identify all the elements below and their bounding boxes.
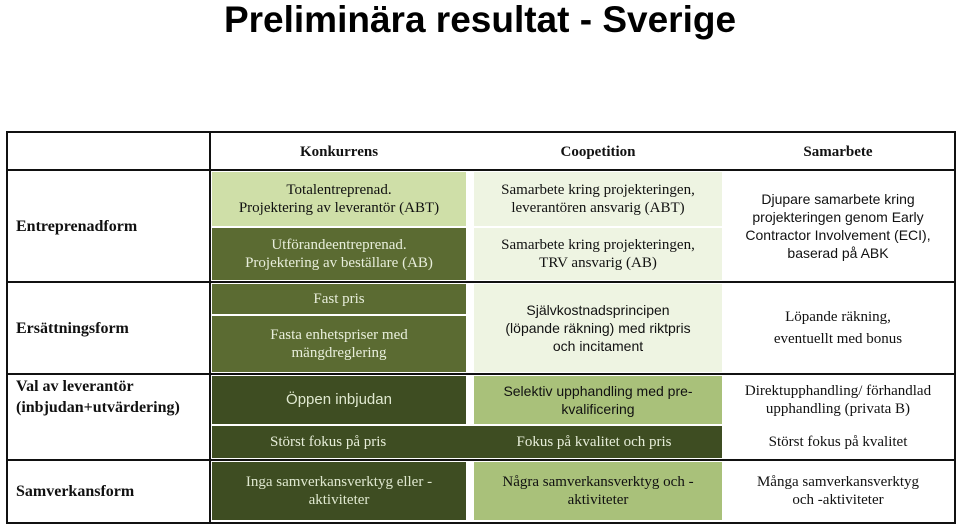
entreprenad-coop-cell-1 <box>474 172 722 226</box>
val-samarbete-cell <box>722 376 954 424</box>
val-konkurrens-cell: Öppen inbjudan <box>212 376 466 424</box>
column-header-konkurrens: Konkurrens <box>299 144 379 160</box>
ersattning-konkurrens-2-line1: Fasta enhetspriser med <box>270 327 408 343</box>
samverkan-konkurrens-line1: Inga samverkansverktyg eller - <box>245 474 433 490</box>
entreprenad-coop-1-line1: Samarbete kring projekteringen, <box>501 182 695 198</box>
row-label-val-line2: (inbjudan+utvärdering) <box>16 399 180 416</box>
entreprenad-samarbete-line1: Djupare samarbete kring <box>761 191 915 207</box>
val-samarbete-line1: Direktupphandling/ förhandlad <box>744 383 932 399</box>
entreprenad-coop-2-line1: Samarbete kring projekteringen, <box>501 237 695 253</box>
entreprenad-konkurrens-1-line1: Totalentreprenad. <box>286 182 392 198</box>
samverkan-coop-line2: aktiviteter <box>567 492 629 508</box>
entreprenad-konkurrens-1-line2: Projektering av leverantör (ABT) <box>238 200 440 216</box>
entreprenad-samarbete-line3: Contractor Involvement (ECI), <box>745 227 931 243</box>
ersattning-konkurrens-cell-1: Fast pris <box>212 284 466 314</box>
divider-col1 <box>209 131 211 524</box>
divider-row3 <box>6 459 956 461</box>
val-konkurrens-focus: Störst fokus på pris <box>212 426 466 458</box>
ersattning-coop-line2: (löpande räkning) med riktpris <box>505 320 691 336</box>
ersattning-coop-line1: Självkostnadsprincipen <box>526 302 670 318</box>
ersattning-samarbete-line2: eventuellt med bonus <box>773 331 903 347</box>
val-coop-line2: kvalificering <box>561 401 635 417</box>
entreprenad-coop-1-line2: leverantören ansvarig (ABT) <box>511 200 685 216</box>
row-label-val-av-leverantor <box>8 376 208 458</box>
samverkan-konkurrens-line2: aktiviteter <box>308 492 370 508</box>
entreprenad-samarbete-line4: baserad på ABK <box>787 245 889 261</box>
val-coop-cell <box>474 376 722 424</box>
samverkan-samarbete-cell <box>722 462 954 520</box>
entreprenad-samarbete-line2: projekteringen genom Early <box>752 209 924 225</box>
val-samarbete-focus: Störst fokus på kvalitet <box>768 434 908 450</box>
row-label-val-line1: Val av leverantör <box>16 378 134 395</box>
column-header-coopetition: Coopetition <box>560 144 636 160</box>
entreprenad-samarbete-cell <box>722 172 954 280</box>
entreprenad-coop-2-line2: TRV ansvarig (AB) <box>539 255 657 271</box>
samverkan-konkurrens-cell <box>212 462 466 520</box>
ersattning-konkurrens-cell-2 <box>212 316 466 372</box>
samverkan-samarbete-line2: och -aktiviteter <box>792 492 884 508</box>
ersattning-coop-cell <box>474 284 722 372</box>
row-label-samverkansform: Samverkansform <box>16 482 135 500</box>
entreprenad-konkurrens-cell-2 <box>212 228 466 280</box>
column-header-samarbete: Samarbete <box>803 144 873 160</box>
entreprenad-konkurrens-cell-1 <box>212 172 466 226</box>
samverkan-coop-line1: Några samverkansverktyg och - <box>502 474 694 490</box>
page-title: Preliminära resultat - Sverige <box>223 0 737 40</box>
samverkan-samarbete-line1: Många samverkansverktyg <box>756 474 920 490</box>
ersattning-coop-line3: och incitament <box>552 338 644 354</box>
entreprenad-konkurrens-2-line2: Projektering av beställare (AB) <box>245 255 433 271</box>
samverkan-coop-cell <box>474 462 722 520</box>
divider-row1 <box>6 281 956 283</box>
ersattning-konkurrens-2-line2: mängdreglering <box>291 345 387 361</box>
val-coop-line1: Selektiv upphandling med pre- <box>503 383 693 399</box>
val-samarbete-line2: upphandling (privata B) <box>765 401 911 417</box>
entreprenad-coop-cell-2 <box>474 228 722 280</box>
divider-header <box>6 169 956 171</box>
ersattning-samarbete-cell <box>722 284 954 372</box>
val-coop-focus: Fokus på kvalitet och pris <box>466 426 722 458</box>
entreprenad-konkurrens-2-line1: Utförandeentreprenad. <box>271 237 407 253</box>
row-label-entreprenadform: Entreprenadform <box>16 217 138 235</box>
divider-row2 <box>6 373 956 375</box>
ersattning-samarbete-line1: Löpande räkning, <box>785 309 891 325</box>
row-label-ersattningsform: Ersättningsform <box>16 319 129 337</box>
